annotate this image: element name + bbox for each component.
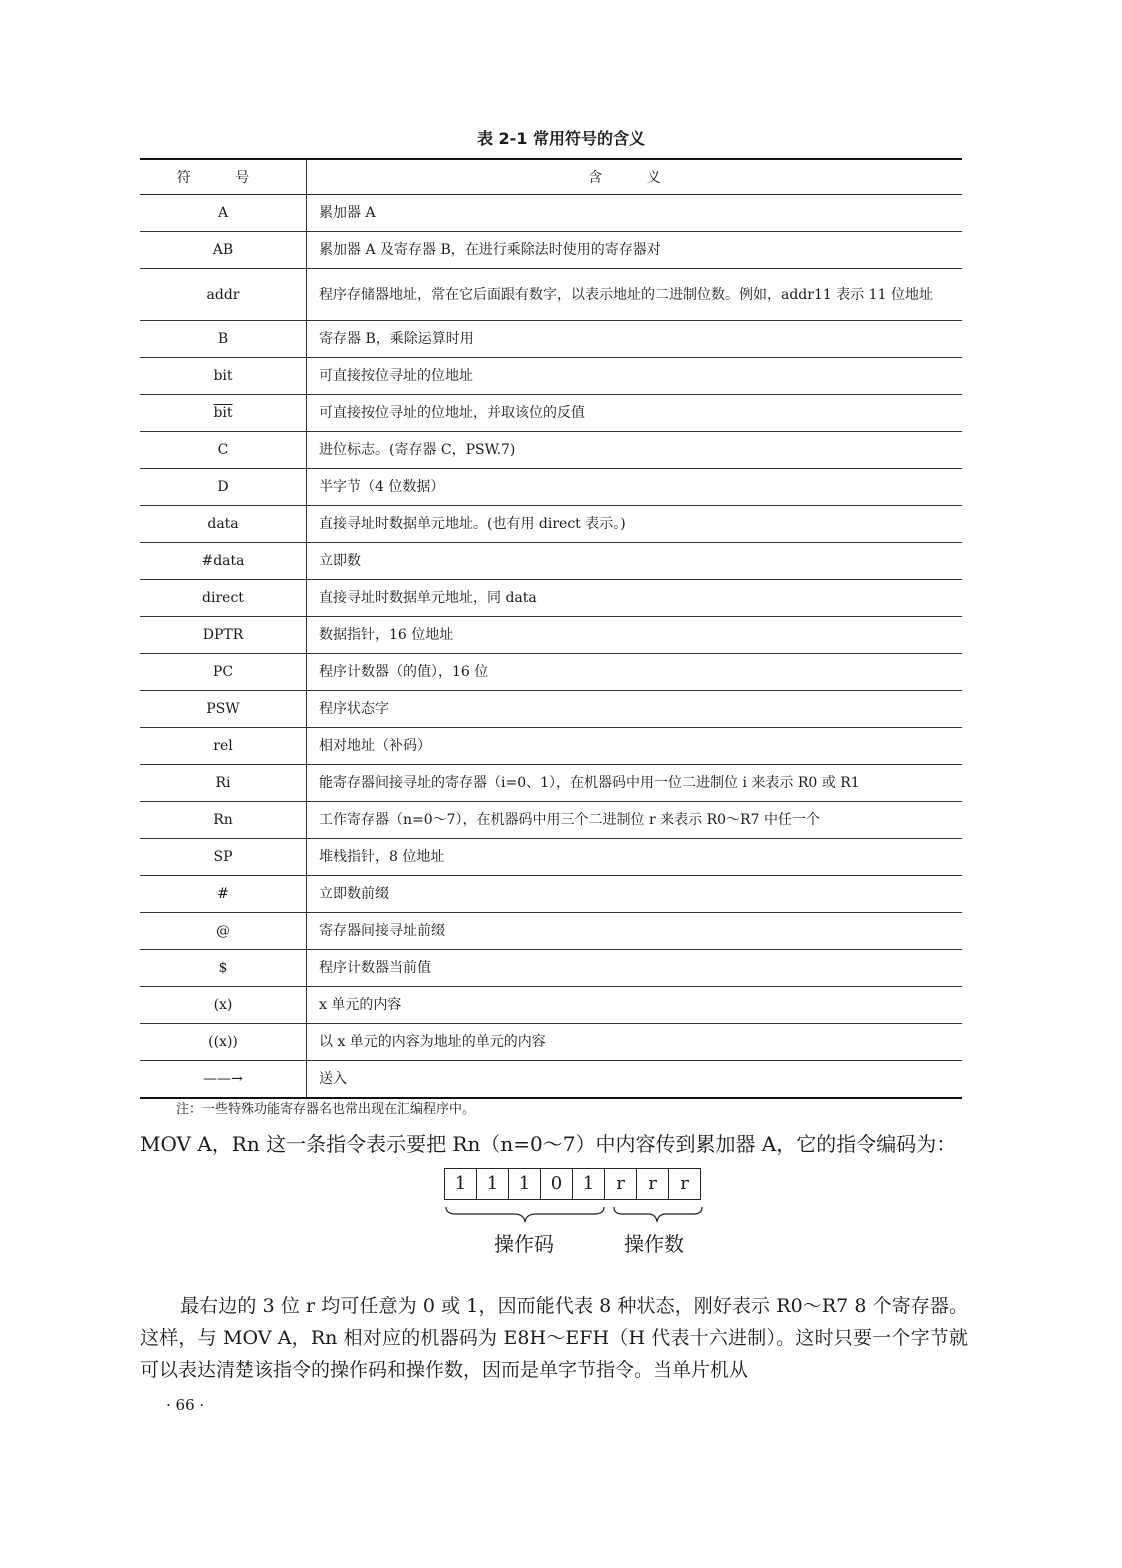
table-row [140,543,962,580]
symbol-cell: ((x)) [140,1024,307,1061]
symbol-cell: rel [140,728,307,765]
symbol-cell: bit [140,358,307,395]
symbol-cell: ——→ [140,1061,307,1099]
table-row [140,691,962,728]
meaning-cell: 立即数前缀 [307,876,963,913]
table-row [140,395,962,432]
intro-sentence: MOV A，Rn 这一条指令表示要把 Rn（n=0～7）中内容传到累加器 A，它的指令编码为： [140,1132,957,1156]
meaning-cell: x 单元的内容 [307,987,963,1024]
table-row [140,654,962,691]
page-number: · 66 · [166,1396,205,1414]
meaning-cell: 程序存储器地址，常在它后面跟有数字，以表示地址的二进制位数。例如，addr11 表示 11 位地址 [307,269,963,321]
opcode-label: 操作码 [494,1232,554,1256]
meaning-cell: 能寄存器间接寻址的寄存器（i=0、1），在机器码中用一位二进制位 i 来表示 R0 或 R1 [307,765,963,802]
symbol-cell: @ [140,913,307,950]
header-symbol: 符 号 [140,159,307,195]
table-row [140,506,962,543]
table-row [140,469,962,506]
meaning-cell: 堆栈指针，8 位地址 [307,839,963,876]
symbol-cell: #data [140,543,307,580]
encoding-bit: r [637,1169,669,1199]
symbol-cell: AB [140,232,307,269]
symbol-cell: Ri [140,765,307,802]
symbol-cell: addr [140,269,307,321]
meaning-cell: 以 x 单元的内容为地址的单元的内容 [307,1024,963,1061]
symbol-cell: direct [140,580,307,617]
meaning-cell: 程序状态字 [307,691,963,728]
body-paragraph-text: 最右边的 3 位 r 均可任意为 0 或 1，因而能代表 8 种状态，刚好表示 R0～R7 8 个寄存器。这样，与 MOV A，Rn 相对应的机器码为 E8H～EFH（H 代表十六进制）。这时只要一个字节就可以表达清楚该指令的操作码和操作数，因而是单字节指令。当单片机从 [140,1295,968,1381]
meaning-cell: 直接寻址时数据单元地址，同 data [307,580,963,617]
instruction-encoding [444,1168,701,1200]
symbol-cell: A [140,195,307,232]
meaning-cell: 半字节（4 位数据） [307,469,963,506]
table-row [140,987,962,1024]
table-row [140,432,962,469]
symbol-table [140,158,962,1099]
symbol-cell: $ [140,950,307,987]
table-caption: 表 2-1 常用符号的含义 [476,129,646,148]
encoding-bit: 1 [573,1169,605,1199]
operand-brace [612,1205,704,1225]
symbol-cell: PC [140,654,307,691]
meaning-cell: 数据指针，16 位地址 [307,617,963,654]
meaning-cell: 工作寄存器（n=0～7），在机器码中用三个二进制位 r 来表示 R0～R7 中任一个 [307,802,963,839]
table-row [140,839,962,876]
table-row [140,232,962,269]
table-row [140,1024,962,1061]
meaning-cell: 程序计数器当前值 [307,950,963,987]
encoding-bit: 1 [477,1169,509,1199]
body-paragraph [140,1290,968,1386]
meaning-cell: 直接寻址时数据单元地址。(也有用 direct 表示。) [307,506,963,543]
encoding-bit: r [680,1173,689,1194]
table-row [140,617,962,654]
symbol-cell: data [140,506,307,543]
table-row [140,321,962,358]
table-row [140,876,962,913]
table-note: 注：一些特殊功能寄存器名也常出现在汇编程序中。 [176,1102,476,1117]
table-row [140,765,962,802]
symbol-cell: Rn [140,802,307,839]
operand-label: 操作数 [624,1232,684,1256]
meaning-cell: 累加器 A [307,195,963,232]
table-row [140,195,962,232]
meaning-cell: 进位标志。(寄存器 C，PSW.7) [307,432,963,469]
opcode-brace [444,1205,606,1225]
encoding-bit: 1 [445,1169,477,1199]
meaning-cell: 可直接按位寻址的位地址，并取该位的反值 [307,395,963,432]
symbol-cell: # [140,876,307,913]
table-row [140,728,962,765]
header-meaning: 含 义 [307,159,963,195]
symbol-cell: D [140,469,307,506]
meaning-cell: 寄存器间接寻址前缀 [307,913,963,950]
meaning-cell: 可直接按位寻址的位地址 [307,358,963,395]
table-row [140,802,962,839]
meaning-cell: 立即数 [307,543,963,580]
symbol-cell-negated: $\overline{bit}$ [213,405,233,421]
encoding-bit: r [605,1169,637,1199]
symbol-cell: DPTR [140,617,307,654]
encoding-bit: 0 [541,1169,573,1199]
meaning-cell: 寄存器 B，乘除运算时用 [307,321,963,358]
table-row [140,269,962,321]
symbol-cell: SP [140,839,307,876]
table-row [140,950,962,987]
encoding-bit: 1 [509,1169,541,1199]
symbol-cell: B [140,321,307,358]
table-row [140,358,962,395]
symbol-cell: C [140,432,307,469]
table-row [140,913,962,950]
table-row [140,1061,962,1099]
table-row [140,580,962,617]
symbol-cell: PSW [140,691,307,728]
table-header-row [140,159,962,195]
meaning-cell: 程序计数器（的值），16 位 [307,654,963,691]
meaning-cell: 相对地址（补码） [307,728,963,765]
meaning-cell: 送入 [307,1061,963,1099]
symbol-cell: (x) [140,987,307,1024]
meaning-cell: 累加器 A 及寄存器 B，在进行乘除法时使用的寄存器对 [307,232,963,269]
